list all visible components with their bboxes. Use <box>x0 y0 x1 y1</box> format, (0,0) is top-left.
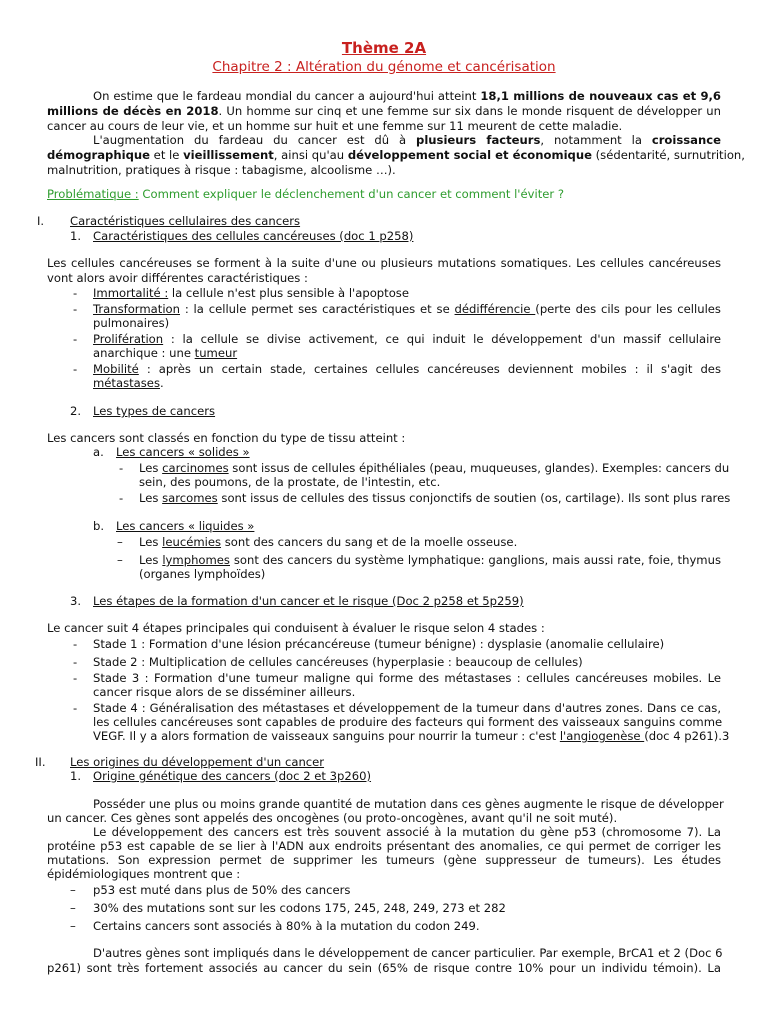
part1-number: I. <box>37 214 45 228</box>
part2-p-line-2: un cancer. Ces gènes sont appelés des oncogènes (ou proto-oncogènes, avant qu'il ne soit muté). <box>47 811 618 825</box>
stage-3-line-2: cancer risque alors de se disséminer ailleurs. <box>93 685 356 699</box>
theme-title: Thème 2A <box>341 39 427 57</box>
part2-p-line-4: protéine p53 est capable de se lier à l'ADN aux endroits présentant des anomalies, ce qui permet de corriger les <box>47 839 721 853</box>
intro-line-1: On estime que le fardeau mondial du cancer a aujourd'hui atteint 18,1 millions de nouveaux cas et 9,6 <box>93 89 721 103</box>
part2-p-line-8: p261) sont très fortement associés au cancer du sein (65% de risque contre 10% pour un individu témoin). La <box>47 961 721 975</box>
trait-immortalite: Immortalité : la cellule n'est plus sensible à l'apoptose <box>93 286 409 300</box>
problem-statement: Problématique : Comment expliquer le déclenchement d'un cancer et comment l'éviter ? <box>47 187 564 201</box>
bullet-endash: – <box>117 553 123 567</box>
bullet-dash: - <box>119 491 124 505</box>
trait-mobilite: Mobilité : après un certain stade, certaines cellules cancéreuses deviennent mobiles : il s'agit des <box>93 362 721 376</box>
bullet-dash: - <box>73 637 78 651</box>
bullet-dash: - <box>73 671 78 685</box>
trait-mobilite-line-2: métastases. <box>93 376 164 390</box>
intro-line-4: L'augmentation du fardeau du cancer est dû à plusieurs facteurs, notamment la croissance <box>93 133 721 147</box>
bullet-dash: - <box>73 302 78 316</box>
part1-title: Caractéristiques cellulaires des cancers <box>70 214 301 228</box>
part1-s1-title: Caractéristiques des cellules cancéreuses (doc 1 p258) <box>93 229 414 243</box>
part2-s1-title: Origine génétique des cancers (doc 2 et 3p260) <box>93 769 372 783</box>
trait-proliferation-line-2: anarchique : une tumeur <box>93 346 238 360</box>
bullet-dash: - <box>119 461 124 475</box>
bullet-endash: – <box>70 883 76 897</box>
lymphomes-item-line-2: (organes lymphoïdes) <box>139 567 266 581</box>
stage-1: Stade 1 : Formation d'une lésion précancéreuse (tumeur bénigne) : dysplasie (anomalie cellulaire) <box>93 637 665 651</box>
bullet-dash: - <box>73 332 78 346</box>
solid-cancers-letter: a. <box>93 445 104 459</box>
stage-3: Stade 3 : Formation d'une tumeur maligne qui forme des métastases : cellules cancéreuses mobiles. Le <box>93 671 721 685</box>
p53-fact-1: p53 est muté dans plus de 50% des cancers <box>93 883 351 897</box>
part1-s3-paragraph: Le cancer suit 4 étapes principales qui conduisent à évaluer le risque selon 4 stades : <box>47 621 545 635</box>
chapter-title: Chapitre 2 : Altération du génome et cancérisation <box>212 59 556 75</box>
sarcomes-item: Les sarcomes sont issus de cellules des tissus conjonctifs de soutien (os, cartilage). Ils sont plus rares <box>139 491 731 505</box>
part2-s1-number: 1. <box>70 769 82 783</box>
part2-p-line-6: épidémiologiques montrent que : <box>47 867 241 881</box>
trait-transformation-line-2: pulmonaires) <box>93 316 170 330</box>
bullet-dash: - <box>73 655 78 669</box>
leucemies-item: Les leucémies sont des cancers du sang et de la moelle osseuse. <box>139 535 518 549</box>
bullet-endash: – <box>70 919 76 933</box>
bullet-dash: - <box>73 362 78 376</box>
part1-s3-title: Les étapes de la formation d'un cancer et le risque (Doc 2 p258 et 5p259) <box>93 594 524 608</box>
stage-2: Stade 2 : Multiplication de cellules cancéreuses (hyperplasie : beaucoup de cellules) <box>93 655 583 669</box>
bullet-dash: - <box>73 286 78 300</box>
part1-s1-number: 1. <box>70 229 82 243</box>
part1-s2-paragraph: Les cancers sont classés en fonction du type de tissu atteint : <box>47 431 406 445</box>
carcinomes-item: Les carcinomes sont issus de cellules épithéliales (peau, muqueuses, glandes). Exemples: cancers du <box>139 461 730 475</box>
part2-number: II. <box>35 755 46 769</box>
intro-line-5: démographique et le vieillissement, ainsi qu'au développement social et économique (sédentarité, surnutrition, <box>47 148 745 162</box>
bullet-endash: – <box>70 901 76 915</box>
trait-transformation: Transformation : la cellule permet ses caractéristiques et se dédifférencie (perte des cils pour les cellules <box>93 302 721 316</box>
p53-fact-3: Certains cancers sont associés à 80% à la mutation du codon 249. <box>93 919 480 933</box>
part2-p-line-7: D'autres gènes sont impliqués dans le développement de cancer particulier. Par exemple, BrCA1 et 2 (Doc 6 <box>93 946 723 960</box>
part1-s2-number: 2. <box>70 404 82 418</box>
stage-4-line-3: VEGF. Il y a alors formation de vaisseaux sanguins pour nourrir la tumeur : c'est l'angiogenèse (doc 4 p261).3 <box>93 729 730 743</box>
intro-line-3: cancer au cours de leur vie, et un homme sur huit et une femme sur 11 meurent de cette maladie. <box>47 119 623 133</box>
part2-title: Les origines du développement d'un cancer <box>70 755 325 769</box>
part1-p-line-2: vont alors avoir différentes caractéristiques : <box>47 271 308 285</box>
part2-p-line-3: Le développement des cancers est très souvent associé à la mutation du gène p53 (chromosome 7). La <box>93 825 721 839</box>
p53-fact-2: 30% des mutations sont sur les codons 175, 245, 248, 249, 273 et 282 <box>93 901 506 915</box>
part1-p-line-1: Les cellules cancéreuses se forment à la suite d'une ou plusieurs mutations somatiques. Les cellules cancéreuses <box>47 256 721 270</box>
liquid-cancers-title: Les cancers « liquides » <box>116 519 255 533</box>
intro-line-6: malnutrition, pratiques à risque : tabagisme, alcoolisme …). <box>47 163 396 177</box>
part2-p-line-5: mutations. Son expression permet de supprimer les tumeurs (gène suppresseur de tumeurs). Les études <box>47 853 721 867</box>
trait-proliferation: Prolifération : la cellule se divise activement, ce qui induit le développement d'un massif cellulaire <box>93 332 721 346</box>
part1-s2-title: Les types de cancers <box>93 404 216 418</box>
stage-4: Stade 4 : Généralisation des métastases et développement de la tumeur dans d'autres zones. Dans ce cas, <box>93 701 721 715</box>
carcinomes-item-line-2: sein, des poumons, de la prostate, de l'intestin, etc. <box>139 475 441 489</box>
bullet-endash: – <box>117 535 123 549</box>
part2-p-line-1: Posséder une plus ou moins grande quantité de mutation dans ces gènes augmente le risque de développer <box>93 797 724 811</box>
liquid-cancers-letter: b. <box>93 519 105 533</box>
stage-4-line-2: les cellules cancéreuses sont capables de produire des facteurs qui forment des vaisseaux sanguins comme <box>93 715 723 729</box>
intro-line-2: millions de décès en 2018. Un homme sur cinq et une femme sur six dans le monde risquent de développer un <box>47 104 721 118</box>
solid-cancers-title: Les cancers « solides » <box>116 445 250 459</box>
lymphomes-item: Les lymphomes sont des cancers du système lymphatique: ganglions, mais aussi rate, foie, thymus <box>139 553 721 567</box>
part1-s3-number: 3. <box>70 594 82 608</box>
bullet-dash: - <box>73 701 78 715</box>
